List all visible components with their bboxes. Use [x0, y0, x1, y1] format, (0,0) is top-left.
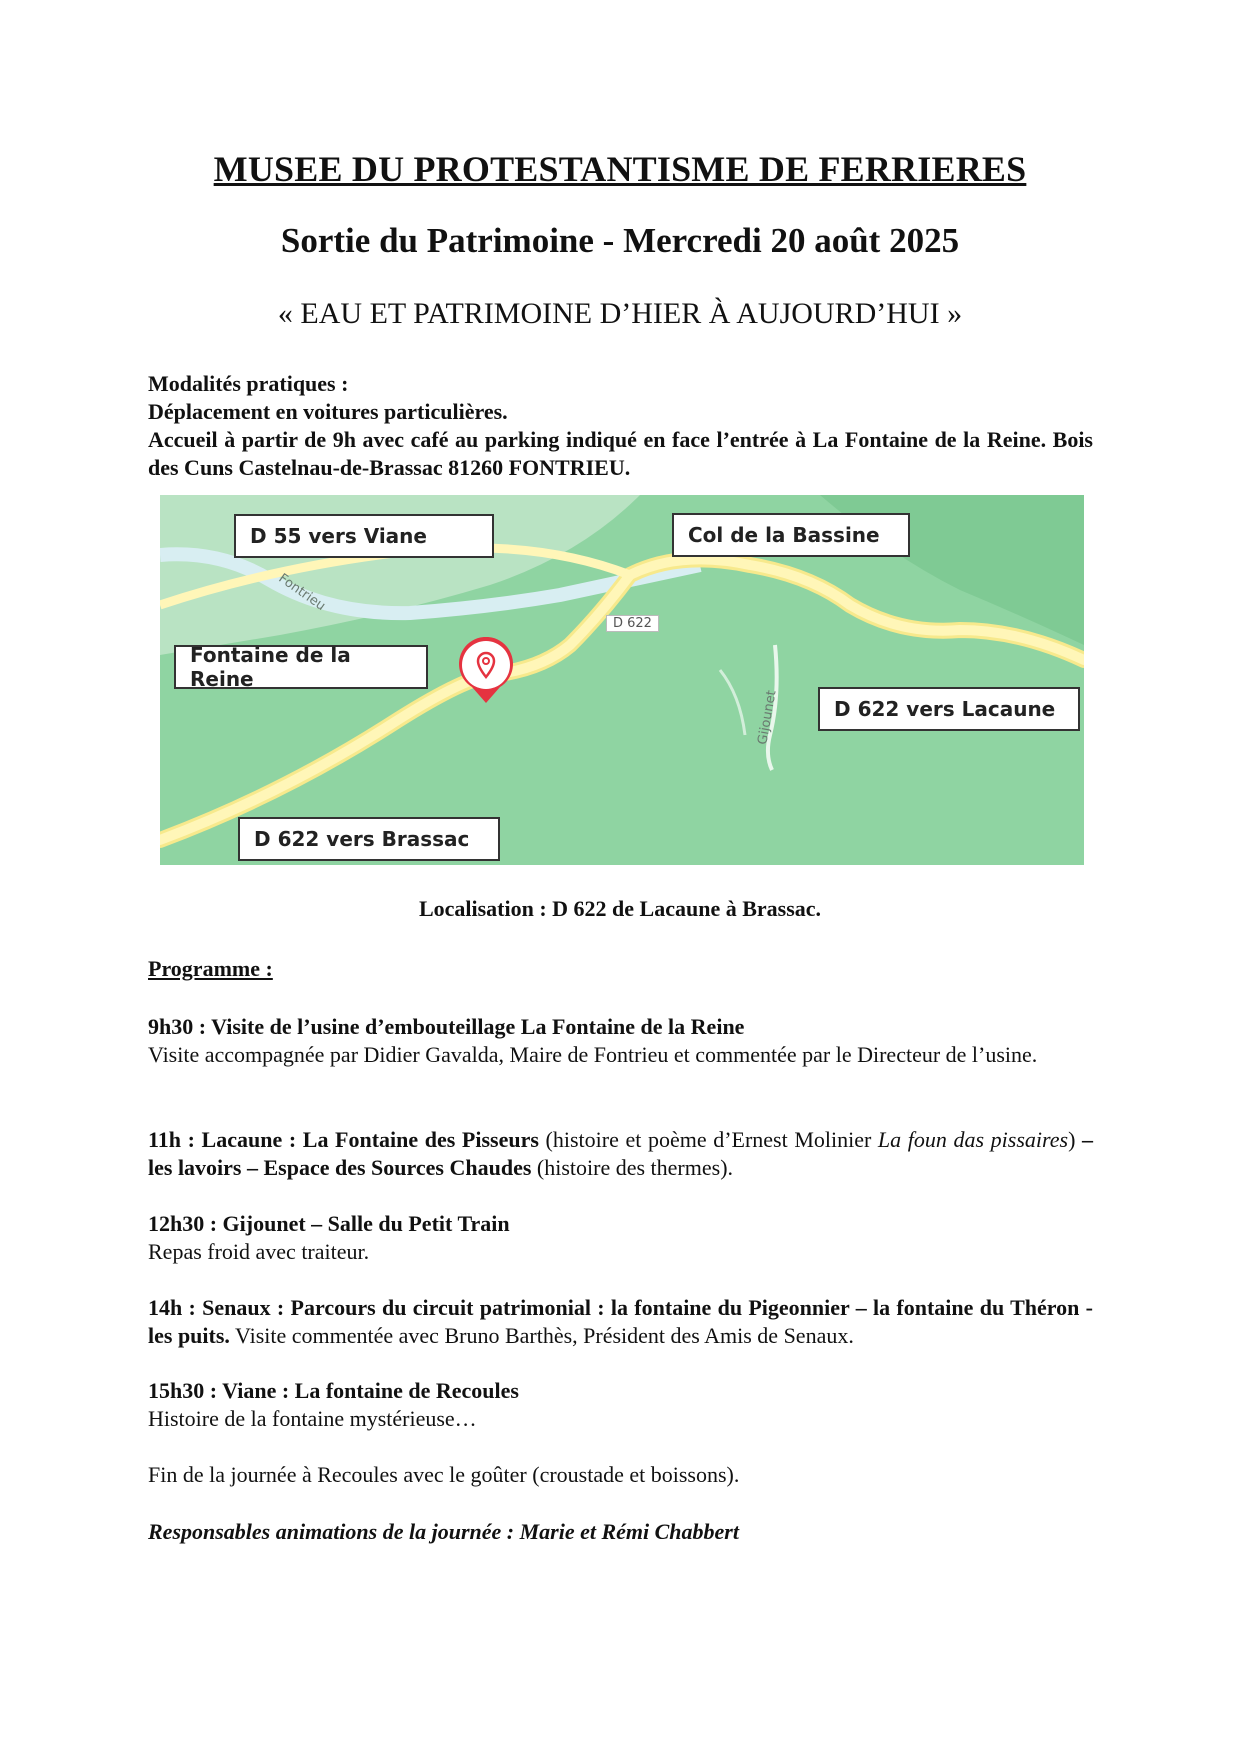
programme-heading: Programme : [148, 956, 273, 981]
programme-item-title: 11h : Lacaune : La Fontaine des Pisseurs [148, 1127, 539, 1152]
map-pin-icon [458, 637, 514, 705]
event-theme: « EAU ET PATRIMOINE D’HIER À AUJOURD’HUI » [277, 297, 963, 330]
programme-item-desc: Repas froid avec traiteur. [148, 1239, 370, 1264]
programme-item-title: 14h : Senaux : Parcours du circuit patrimonial : la fontaine du Pigeonnier – la fontaine du Théron - les puits. [148, 1295, 1093, 1348]
road-tag-d622: D 622 [606, 615, 659, 632]
programme-item-title: 15h30 : Viane : La fontaine de Recoules [148, 1378, 519, 1403]
programme-item-desc: Visite commentée avec Bruno Barthès, Président des Amis de Senaux. [229, 1323, 854, 1348]
practical-transport: Déplacement en voitures particulières. [148, 399, 508, 424]
location-map [160, 495, 1084, 865]
programme-heading-block [148, 955, 1093, 983]
programme-item-desc: Histoire de la fontaine mystérieuse… [148, 1406, 477, 1431]
road-tag-fontrieu: Fontrieu [275, 571, 328, 614]
poem-title: La foun das pissaires [877, 1127, 1069, 1152]
programme-item-title: 12h30 : Gijounet – Salle du Petit Train [148, 1211, 510, 1236]
programme-item-1 [148, 1013, 1093, 1069]
map-label-lacaune: D 622 vers Lacaune [818, 687, 1080, 731]
programme-item-desc: Visite accompagnée par Didier Gavalda, Maire de Fontrieu et commentée par le Directeur de l’usine. [148, 1042, 1038, 1067]
map-label-viane: D 55 vers Viane [234, 514, 494, 558]
practical-heading: Modalités pratiques : [148, 371, 349, 396]
programme-closing: Fin de la journée à Recoules avec le goûter (croustade et boissons). [148, 1462, 740, 1487]
organizers-note: Responsables animations de la journée : Marie et Rémi Chabbert [148, 1519, 739, 1544]
programme-item-title: 9h30 : Visite de l’usine d’embouteillage La Fontaine de la Reine [148, 1014, 745, 1039]
programme-item-3 [148, 1210, 1093, 1266]
document-title: MUSEE DU PROTESTANTISME DE FERRIERES [213, 149, 1027, 189]
programme-item-text: (histoire des thermes). [531, 1155, 734, 1180]
programme-item-text: ) [1068, 1127, 1083, 1152]
programme-item-5 [148, 1377, 1093, 1433]
practical-meeting: Accueil à partir de 9h avec café au parking indiqué en face l’entrée à La Fontaine de la Reine. Bois des Cuns Castelnau-de-Brassac 81260 FONTRIEU. [148, 427, 1093, 480]
programme-item-4 [148, 1294, 1093, 1350]
map-label-fontaine: Fontaine de la Reine [174, 645, 428, 689]
programme-item-text: (histoire et poème d’Ernest Molinier [538, 1127, 878, 1152]
practical-info [148, 370, 1093, 482]
map-label-bassine: Col de la Bassine [672, 513, 910, 557]
event-subtitle: Sortie du Patrimoine - Mercredi 20 août 2025 [280, 221, 960, 260]
road-tag-gijounet: Gijounet [755, 689, 780, 746]
programme-item-places: – les lavoirs – Espace des Sources Chaudes [148, 1127, 1094, 1180]
map-label-brassac: D 622 vers Brassac [238, 817, 500, 861]
programme-item-2 [148, 1126, 1093, 1182]
map-caption: Localisation : D 622 de Lacaune à Brassac. [418, 896, 822, 921]
